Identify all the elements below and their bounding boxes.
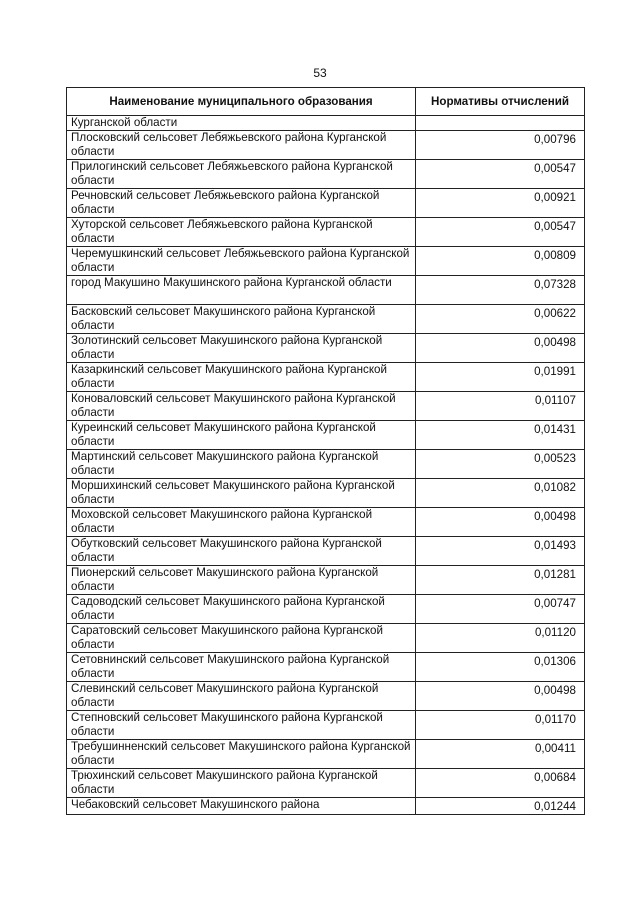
table-row [67,537,585,566]
table-row [67,682,585,711]
table-row [67,276,585,305]
allocation-norm-value: 0,00498 [416,334,585,363]
allocation-norm-value: 0,00921 [416,189,585,218]
municipality-name: Обутковский сельсовет Макушинского района Курганской области [67,537,416,566]
allocation-norm-value: 0,00622 [416,305,585,334]
table-row [67,769,585,798]
table-row [67,363,585,392]
allocation-norm-value: 0,01120 [416,624,585,653]
table-row [67,189,585,218]
allocation-norm-value: 0,00747 [416,595,585,624]
municipality-name: Куреинский сельсовет Макушинского района Курганской области [67,421,416,450]
municipality-name: Требушинненский сельсовет Макушинского района Курганской области [67,740,416,769]
table-row [67,334,585,363]
allocation-norm-value: 0,01493 [416,537,585,566]
column-header-name: Наименование муниципального образования [67,88,416,116]
table-row [67,160,585,189]
allocation-norm-value: 0,01107 [416,392,585,421]
table-row [67,247,585,276]
municipality-name: Трюхинский сельсовет Макушинского района Курганской области [67,769,416,798]
municipality-name: Моховской сельсовет Макушинского района Курганской области [67,508,416,537]
allocation-norm-value: 0,00498 [416,508,585,537]
allocation-norm-value: 0,00498 [416,682,585,711]
allocation-norm-value: 0,07328 [416,276,585,305]
allocation-norms-table [66,87,585,815]
page-number: 53 [313,66,327,80]
column-header-value: Нормативы отчислений [416,88,585,116]
municipality-name: Пионерский сельсовет Макушинского района Курганской области [67,566,416,595]
allocation-norm-value: 0,01306 [416,653,585,682]
municipality-name: город Макушино Макушинского района Курганской области [67,276,416,305]
municipality-name: Степновский сельсовет Макушинского района Курганской области [67,711,416,740]
municipality-name: Золотинский сельсовет Макушинского района Курганской области [67,334,416,363]
table-row [67,740,585,769]
table-row [67,566,585,595]
allocation-norm-value: 0,00809 [416,247,585,276]
table-row [67,653,585,682]
municipality-name: Плосковский сельсовет Лебяжьевского района Курганской области [67,131,416,160]
continuation-row [67,116,585,131]
continuation-value-cell [416,116,585,131]
municipality-name: Чебаковский сельсовет Макушинского района [67,798,416,815]
municipality-name: Моршихинский сельсовет Макушинского района Курганской области [67,479,416,508]
municipality-name: Речновский сельсовет Лебяжьевского района Курганской области [67,189,416,218]
allocation-norm-value: 0,00547 [416,160,585,189]
table-row [67,508,585,537]
allocation-norm-value: 0,00411 [416,740,585,769]
municipality-name: Коноваловский сельсовет Макушинского района Курганской области [67,392,416,421]
municipality-name: Казаркинский сельсовет Макушинского района Курганской области [67,363,416,392]
table-row [67,711,585,740]
table-row [67,624,585,653]
municipality-name: Саратовский сельсовет Макушинского района Курганской области [67,624,416,653]
allocation-norm-value: 0,00684 [416,769,585,798]
allocation-norm-value: 0,00547 [416,218,585,247]
municipality-name: Садоводский сельсовет Макушинского района Курганской области [67,595,416,624]
table-row [67,798,585,815]
municipality-name: Сетовнинский сельсовет Макушинского района Курганской области [67,653,416,682]
table-row [67,305,585,334]
continuation-text: Курганской области [67,116,416,131]
allocation-norm-value: 0,01431 [416,421,585,450]
table-row [67,450,585,479]
municipality-name: Хуторской сельсовет Лебяжьевского района Курганской области [67,218,416,247]
allocation-norm-value: 0,01281 [416,566,585,595]
table-row [67,131,585,160]
table-row [67,218,585,247]
table-row [67,479,585,508]
table-row [67,392,585,421]
municipality-name: Прилогинский сельсовет Лебяжьевского района Курганской области [67,160,416,189]
table-row [67,595,585,624]
allocation-norm-value: 0,01244 [416,798,585,815]
allocation-norm-value: 0,00796 [416,131,585,160]
allocation-norm-value: 0,00523 [416,450,585,479]
allocation-norm-value: 0,01082 [416,479,585,508]
table-row [67,421,585,450]
allocation-norm-value: 0,01991 [416,363,585,392]
municipality-name: Слевинский сельсовет Макушинского района Курганской области [67,682,416,711]
allocation-norm-value: 0,01170 [416,711,585,740]
municipality-name: Черемушкинский сельсовет Лебяжьевского района Курганской области [67,247,416,276]
municipality-name: Басковский сельсовет Макушинского района Курганской области [67,305,416,334]
table-header-row [67,88,585,116]
municipality-name: Мартинский сельсовет Макушинского района Курганской области [67,450,416,479]
